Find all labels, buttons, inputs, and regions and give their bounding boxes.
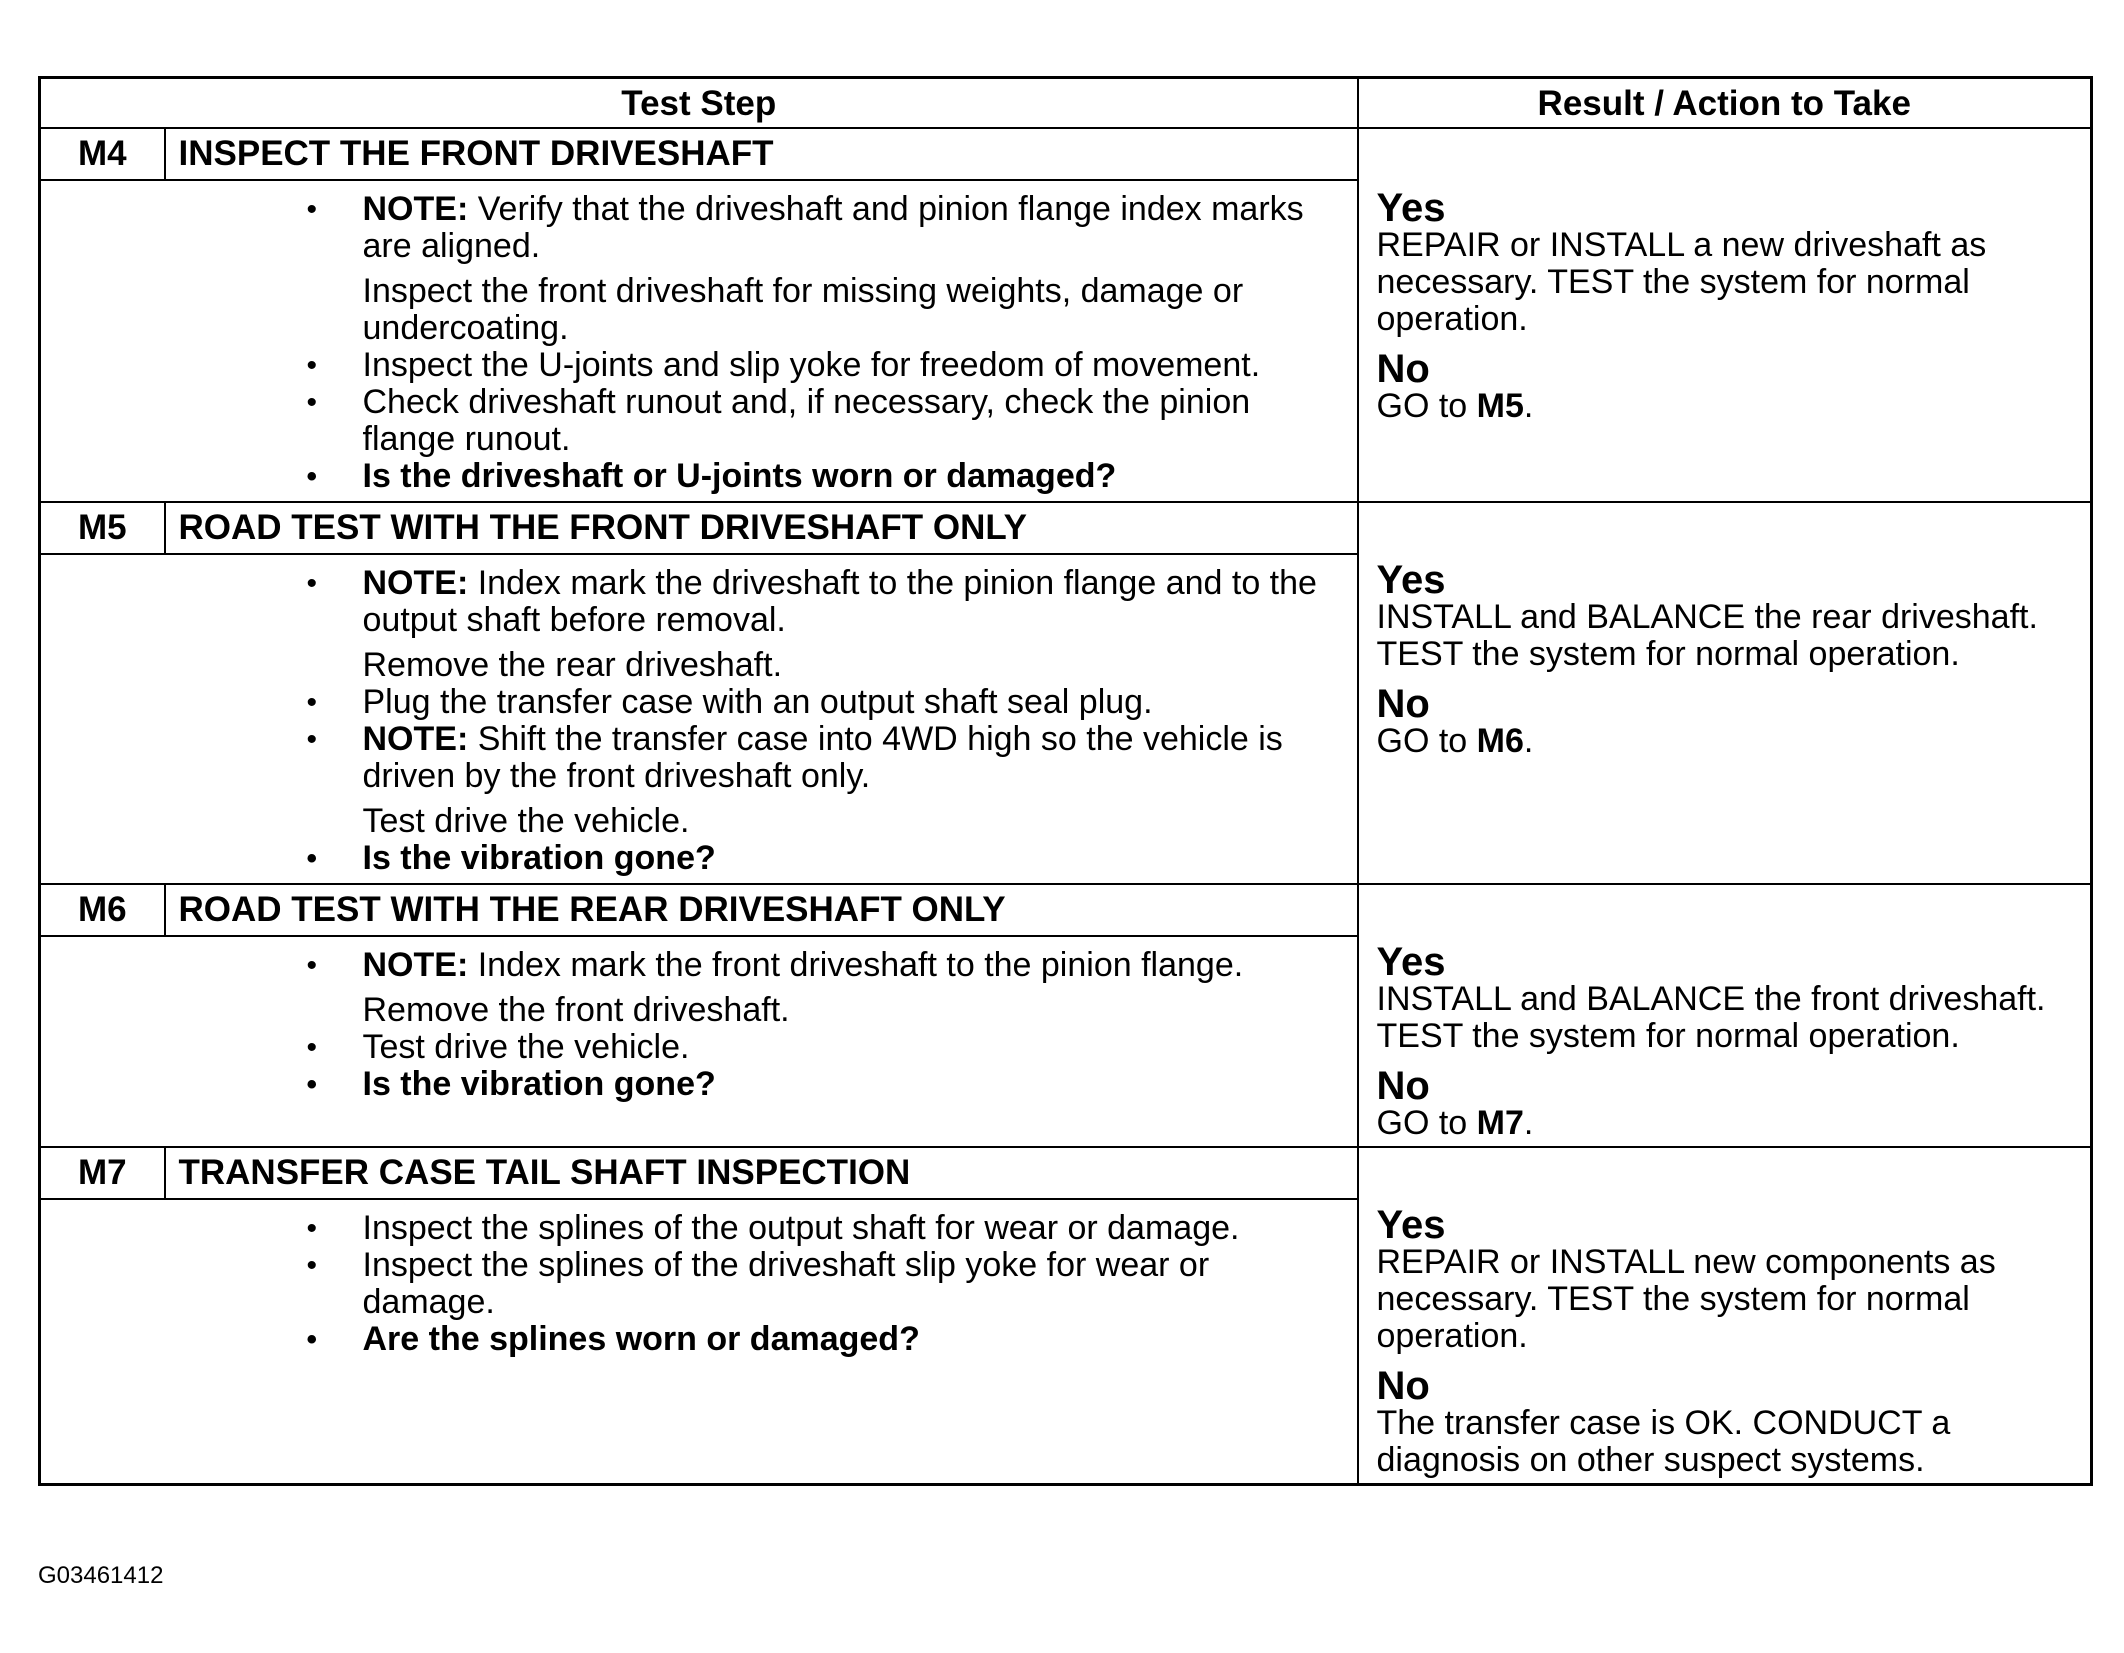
header-test-step: Test Step [40, 78, 1358, 129]
step-title: TRANSFER CASE TAIL SHAFT INSPECTION [165, 1147, 1358, 1199]
no-action-text: GO to [1376, 722, 1477, 760]
header-result-action: Result / Action to Take [1358, 78, 2092, 129]
result-action-cell [1358, 128, 2092, 502]
instruction-item [165, 384, 1357, 458]
step-instructions-list [165, 1210, 1357, 1358]
step-title-row [40, 1147, 2092, 1199]
yes-action-text: INSTALL and BALANCE the front driveshaft. TEST the system for normal operation. [1376, 980, 2046, 1055]
goto-suffix: . [1523, 1104, 1534, 1142]
step-title-row [40, 502, 2092, 554]
instruction-text: Inspect the splines of the output shaft for wear or damage. [362, 1209, 1240, 1247]
step-instructions-list [165, 191, 1357, 495]
step-id: M4 [40, 128, 165, 180]
instruction-text: Inspect the U-joints and slip yoke for freedom of movement. [362, 346, 1261, 384]
yes-action-text: REPAIR or INSTALL new components as necessary. TEST the system for normal operation. [1376, 1243, 1996, 1355]
step-id: M5 [40, 502, 165, 554]
no-action [1377, 723, 2081, 760]
instruction-text: Test drive the vehicle. [362, 1028, 690, 1066]
instruction-continuation: Remove the rear driveshaft. [362, 646, 783, 684]
instruction-continuation: Inspect the front driveshaft for missing weights, damage or undercoating. [362, 272, 1244, 347]
instruction-item [165, 947, 1357, 984]
yes-action-text: INSTALL and BALANCE the rear driveshaft. TEST the system for normal operation. [1376, 598, 2038, 673]
instruction-item [165, 684, 1357, 721]
step-body [165, 554, 1358, 884]
result-action-cell [1358, 1147, 2092, 1485]
step-body-spacer [40, 554, 165, 884]
note-label: NOTE: [362, 564, 469, 602]
instruction-item [165, 1029, 1357, 1066]
instruction-text: Inspect the splines of the driveshaft slip yoke for wear or damage. [362, 1246, 1210, 1321]
goto-step-ref: M6 [1476, 722, 1524, 760]
goto-suffix: . [1523, 722, 1534, 760]
yes-label: Yes [1376, 558, 1446, 602]
instruction-item [165, 1247, 1357, 1321]
diagnostic-table [38, 76, 2093, 1486]
note-label: NOTE: [362, 720, 469, 758]
step-body [165, 1199, 1358, 1485]
no-action [1377, 388, 2081, 425]
step-title: ROAD TEST WITH THE FRONT DRIVESHAFT ONLY [165, 502, 1358, 554]
goto-suffix: . [1523, 387, 1534, 425]
step-id: M7 [40, 1147, 165, 1199]
instruction-text: Verify that the driveshaft and pinion flange index marks are aligned. [362, 190, 1304, 265]
step-body-spacer [40, 1199, 165, 1485]
table-body [40, 128, 2092, 1485]
instruction-continuation: Test drive the vehicle. [362, 802, 690, 840]
yes-label: Yes [1376, 1203, 1446, 1247]
instruction-item [165, 565, 1357, 639]
note-label: NOTE: [362, 190, 469, 228]
yes-label: Yes [1376, 186, 1446, 230]
no-action [1377, 1405, 2081, 1479]
step-instructions-list [165, 947, 1357, 1103]
yes-label: Yes [1376, 940, 1446, 984]
test-question: • Is the vibration gone? [165, 1066, 1357, 1103]
figure-id: G03461412 [38, 1562, 164, 1589]
instruction-text: Index mark the driveshaft to the pinion flange and to the output shaft before removal. [362, 564, 1317, 639]
step-title-row [40, 884, 2092, 936]
instruction-text: Shift the transfer case into 4WD high so the vehicle is driven by the front driveshaft only. [362, 720, 1283, 795]
no-action-text: GO to [1376, 387, 1477, 425]
no-label: No [1376, 1364, 1430, 1408]
result-action-cell [1358, 884, 2092, 1147]
instruction-text: Check driveshaft runout and, if necessary, check the pinion flange runout. [362, 383, 1251, 458]
instruction-item [165, 347, 1357, 384]
step-title-row [40, 128, 2092, 180]
step-body [165, 180, 1358, 502]
step-body-spacer [40, 180, 165, 502]
no-label: No [1376, 682, 1430, 726]
instruction-item [165, 1210, 1357, 1247]
test-question: • Is the vibration gone? [165, 840, 1357, 877]
no-label: No [1376, 347, 1430, 391]
step-title: ROAD TEST WITH THE REAR DRIVESHAFT ONLY [165, 884, 1358, 936]
instruction-item [165, 721, 1357, 795]
goto-step-ref: M5 [1476, 387, 1524, 425]
no-label: No [1376, 1064, 1430, 1108]
goto-step-ref: M7 [1476, 1104, 1524, 1142]
instruction-item [165, 191, 1357, 265]
note-label: NOTE: [362, 946, 469, 984]
step-body [165, 936, 1358, 1147]
step-id: M6 [40, 884, 165, 936]
test-question: • Are the splines worn or damaged? [165, 1321, 1357, 1358]
instruction-continuation: Remove the front driveshaft. [362, 991, 790, 1029]
step-title: INSPECT THE FRONT DRIVESHAFT [165, 128, 1358, 180]
step-body-spacer [40, 936, 165, 1147]
instruction-text: Plug the transfer case with an output shaft seal plug. [362, 683, 1153, 721]
yes-action-text: REPAIR or INSTALL a new driveshaft as necessary. TEST the system for normal operation. [1376, 226, 1987, 338]
no-action [1377, 1105, 2081, 1142]
table-header-row [40, 78, 2092, 129]
step-instructions-list [165, 565, 1357, 877]
instruction-text: Index mark the front driveshaft to the pinion flange. [468, 946, 1244, 984]
test-question: • Is the driveshaft or U-joints worn or damaged? [165, 458, 1357, 495]
no-action-text: GO to [1376, 1104, 1477, 1142]
no-action-text: The transfer case is OK. CONDUCT a diagnosis on other suspect systems. [1376, 1404, 1951, 1479]
result-action-cell [1358, 502, 2092, 884]
